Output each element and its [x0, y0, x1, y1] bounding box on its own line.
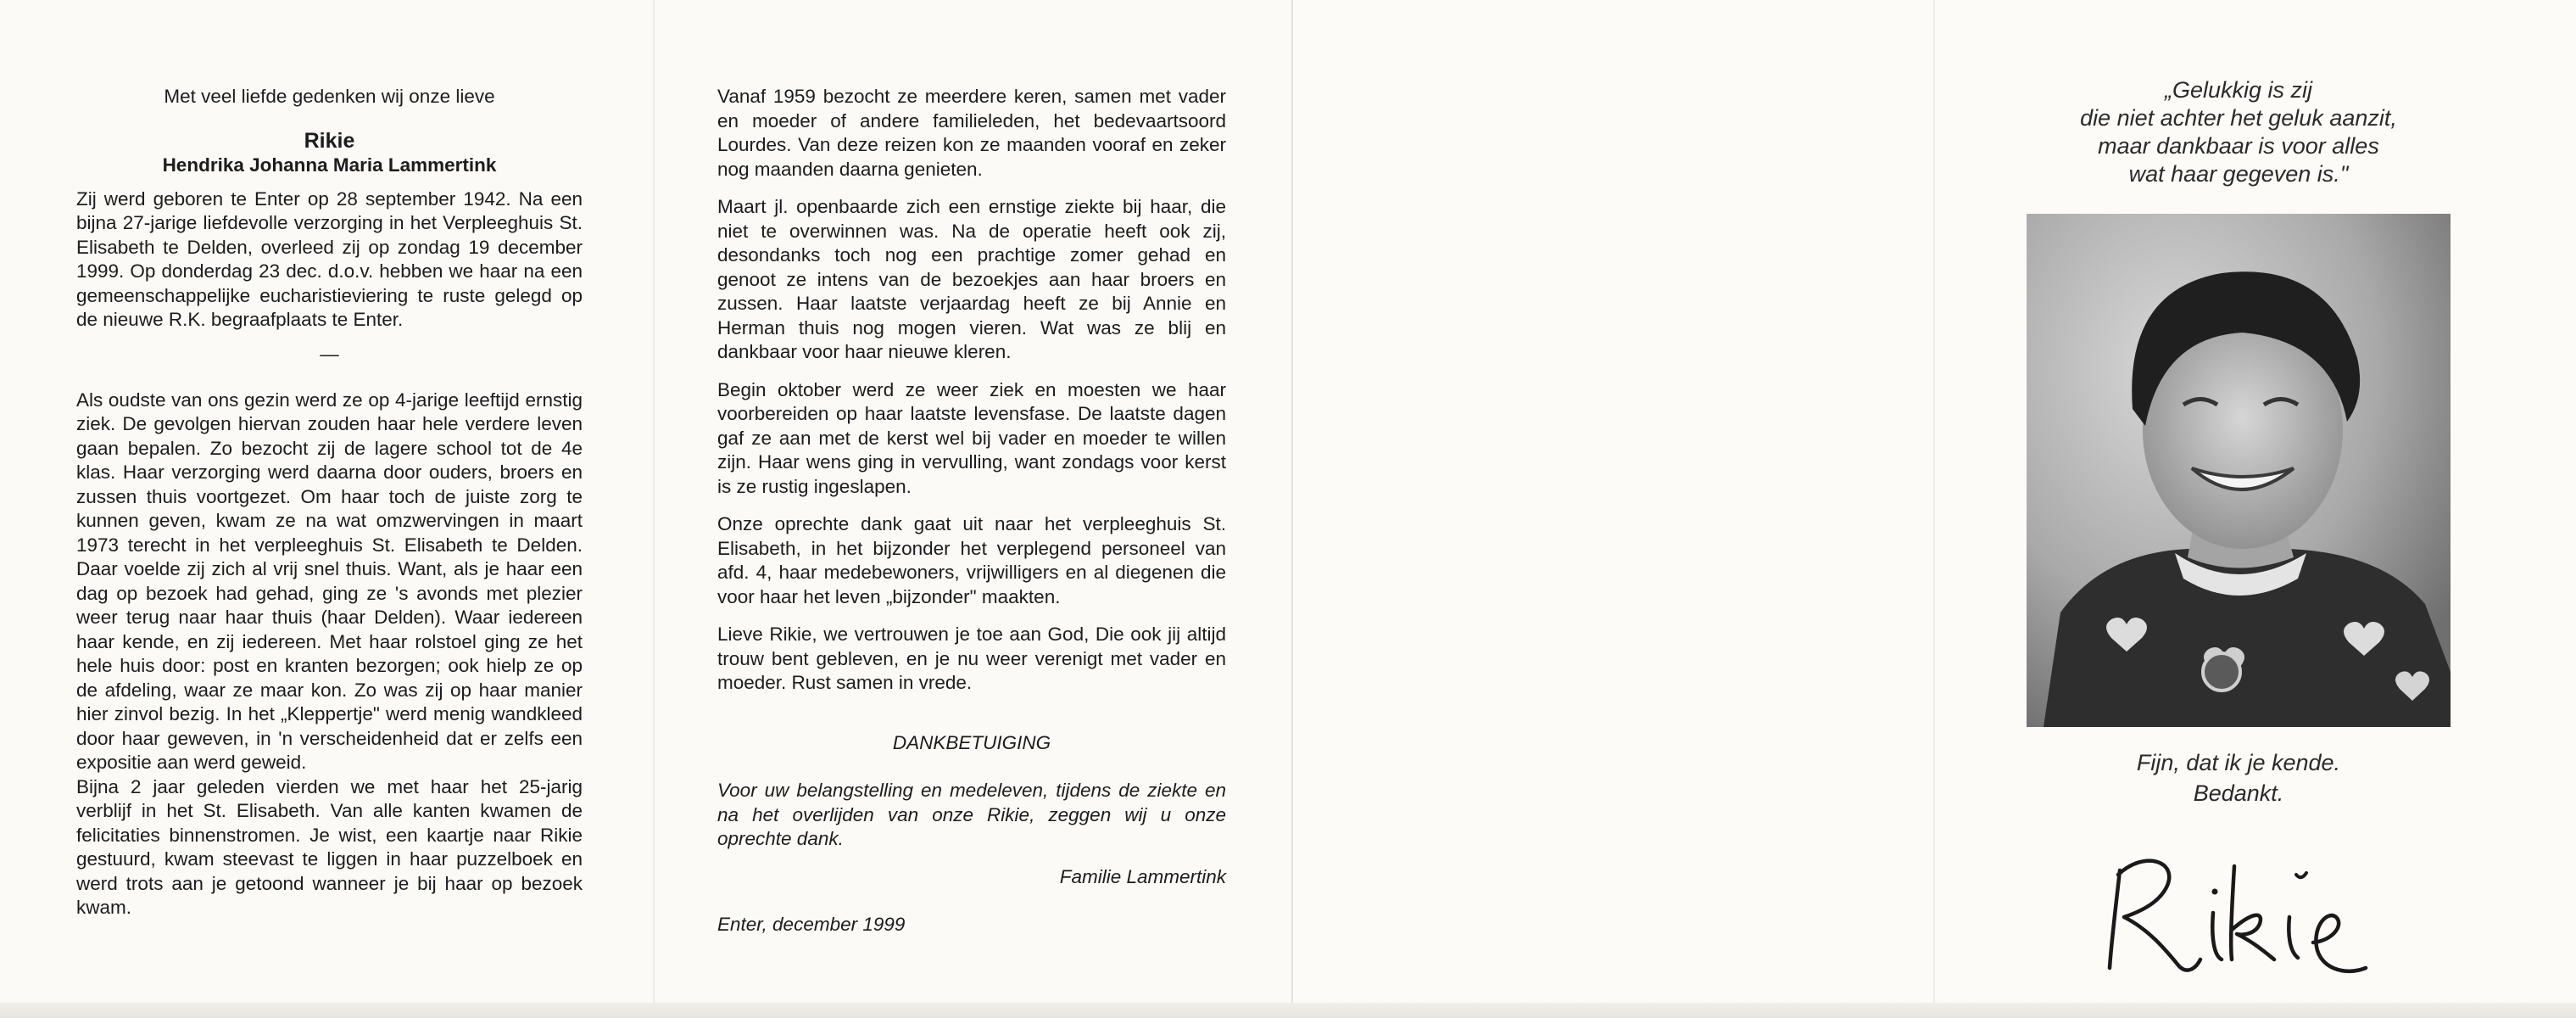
thanks-line: Bedankt.	[2193, 780, 2284, 806]
intro-line: Met veel liefde gedenken wij onze lieve	[164, 86, 495, 107]
life-story-paragraph: Als oudste van ons gezin werd ze op 4-jarige leeftijd ernstig ziek. De gevolgen hiervan zouden haar hele verdere leven gaan bepalen. Zo bezocht zij de lagere school tot de 4e klas. Haar verzorging werd daarna door ouders, broers en zussen thuis voortgezet. Om haar toch de juiste zorg te kunnen geven, kwam ze na wat omzwervingen in maart 1973 terecht in het verpleeghuis St. Elisabeth te Delden. Daar voelde zij zich al vrij snel thuis. Want, als je haar een dag op bezoek had gehad, ging ze 's avonds met plezier weer terug naar haar thuis (haar Delden). Waar iedereen haar kende, en zij iedereen. Met haar rolstoel ging ze het hele huis door: post en kranten bezorgen; ook hielp ze op de afdeling, waar ze maar kon. Zo was zij op haar manier hier zinvol bezig. In het „Kleppertje" werd menig wandkleed door haar geweven, in 'n verscheidenheid dat er zelfs een expositie aan werd geweid.	[76, 389, 583, 773]
acknowledgement-text: Voor uw belangstelling en medeleven, tijdens de ziekte en na het overlijden van onze Rikie, zeggen wij u onze oprechte dank.	[717, 780, 1226, 849]
fold-line-left	[653, 0, 655, 1018]
thanks-line: Fijn, dat ik je kende.	[2136, 750, 2341, 775]
name-short: Rikie	[304, 128, 355, 153]
quote	[2001, 76, 2476, 188]
place-date: Enter, december 1999	[717, 914, 906, 935]
quote-line: die niet achter het geluk aanzit,	[2080, 105, 2397, 131]
divider: —	[320, 343, 339, 365]
acknowledgement-heading: DANKBETUIGING	[892, 731, 1051, 753]
portrait-panel	[2001, 76, 2476, 985]
birth-death-paragraph: Zij werd geboren te Enter op 28 september 1942. Na een bijna 27-jarige liefdevolle verzorging in het Verpleeghuis St. Elisabeth te Delden, overleed zij op zondag 19 december 1999. Op donderdag 23 dec. d.o.v. hebben we haar na een gemeenschappelijke eucharistieviering te ruste gelegd op de nieuwe R.K. begraafplaats te Enter.	[76, 187, 583, 330]
text-column-right	[717, 85, 1226, 937]
text-column-left	[76, 85, 583, 920]
illness-paragraph: Maart jl. openbaarde zich een ernstige ziekte bij haar, die niet te overwinnen was. Na de operatie heeft ook zij, desondanks toch nog een prachtige zomer gehad en genoot ze intens van de bezoekjes aan haar broers en zussen. Haar laatste verjaardag heeft ze bij Annie en Herman thuis nog mogen vieren. Wat was ze blij en dankbaar voor haar nieuwe kleren.	[717, 196, 1226, 362]
scan-edge	[0, 1003, 2576, 1018]
farewell-paragraph: Lieve Rikie, we vertrouwen je toe aan God, Die ook jij altijd trouw bent gebleven, en je nu weer verenigt met vader en moeder. Rust samen in vrede.	[717, 624, 1226, 693]
final-days-paragraph: Begin oktober werd ze weer ziek en moesten we haar voorbereiden op haar laatste levensfase. De laatste dagen gaf ze aan met de kerst wel bij vader en moeder te willen zijn. Haar wens ging in vervulling, want zondags voor kerst is ze rustig ingeslapen.	[717, 378, 1226, 497]
name-full: Hendrika Johanna Maria Lammertink	[162, 154, 497, 176]
fold-line-right	[1933, 0, 1935, 1018]
quote-line: wat haar gegeven is."	[2128, 161, 2349, 187]
quote-line: „Gelukkig is zij	[2164, 77, 2313, 103]
quote-line: maar dankbaar is voor alles	[2098, 133, 2379, 159]
lourdes-paragraph: Vanaf 1959 bezocht ze meerdere keren, samen met vader en moeder of andere familieleden, het bedevaartsoord Lourdes. Van deze reizen kon ze maanden vooraf en zeker nog maanden daarna genieten.	[717, 86, 1226, 180]
handwritten-signature	[2086, 841, 2391, 985]
family-signoff: Familie Lammertink	[1059, 865, 1226, 887]
gratitude-paragraph: Onze oprechte dank gaat uit naar het verpleeghuis St. Elisabeth, in het bijzonder het verplegend personeel van afd. 4, haar medebewoners, vrijwilligers en al diegenen die voor haar het leven „bijzonder" maakten.	[717, 513, 1226, 607]
anniversary-paragraph: Bijna 2 jaar geleden vierden we met haar het 25-jarig verblijf in het St. Elisabeth. Van alle kanten kwamen de felicitaties binnenstromen. Je wist, een kaartje naar Rikie gestuurd, kwam steevast te liggen in haar puzzelboek en werd trots aan je getoond wanneer je bij haar op bezoek kwam.	[76, 775, 583, 918]
portrait-photo	[2027, 214, 2451, 727]
closing-thanks	[2001, 747, 2476, 808]
